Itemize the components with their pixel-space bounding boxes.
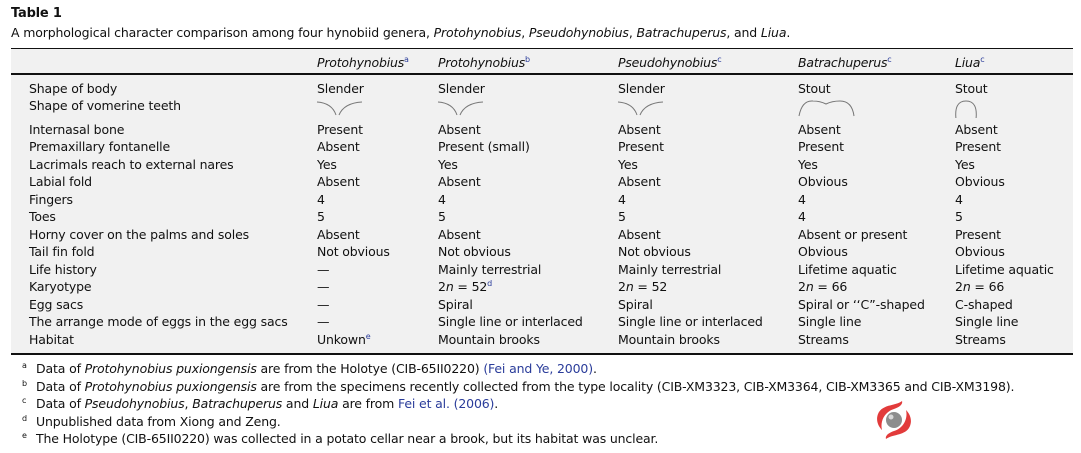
table-cell: 4: [798, 192, 806, 207]
table-cell: 5: [317, 209, 325, 224]
footnote-a: a Data of Protohynobius puxiongensis are from the Holotye (CIB-65II0220) (Fei and Ye, 2000).: [22, 360, 597, 376]
footnote-text: .: [592, 361, 597, 376]
column-header-liua: Liua$^c$: [955, 54, 985, 70]
table-row: [0, 98, 1081, 115]
footnote-ref-b[interactable]: b: [525, 54, 530, 64]
row-label: Habitat: [29, 332, 74, 347]
species-name: Protohynobius puxiongensis: [84, 379, 257, 394]
row-label: Shape of vomerine teeth: [29, 98, 181, 113]
table-cell: Obvious: [955, 244, 1005, 259]
table-cell: 4: [618, 192, 626, 207]
table-cell: Yes: [438, 157, 458, 172]
row-label: Lacrimals reach to external nares: [29, 157, 234, 172]
table-cell: Present (small): [438, 139, 530, 154]
table-row: [0, 297, 1081, 314]
table-cell: Yes: [955, 157, 975, 172]
table-cell: Single line or interlaced: [618, 314, 763, 329]
table-cell: 4: [955, 192, 963, 207]
footnote-text: are from: [338, 396, 398, 411]
table-cell: Present: [317, 122, 363, 137]
footnote-ref-a[interactable]: a: [404, 54, 409, 64]
table-label: Table 1: [11, 6, 62, 21]
table-cell: —: [317, 314, 330, 329]
table-cell: Lifetime aquatic: [798, 262, 897, 277]
species-name: Protohynobius puxiongensis: [84, 361, 257, 376]
footnote-text: and: [282, 396, 313, 411]
table-cell: 5: [438, 209, 446, 224]
species-name: Batrachuperus: [192, 396, 283, 411]
table-cell: Mainly terrestrial: [618, 262, 722, 277]
table-row: [0, 192, 1081, 209]
table-cell: Absent: [618, 227, 661, 242]
table-cell: Lifetime aquatic: [955, 262, 1054, 277]
footnote-ref-d[interactable]: d: [487, 278, 493, 288]
table-cell: —: [317, 297, 330, 312]
footnote-c: c Data of Pseudohynobius, Batrachuperus and Liua are from Fei et al. (2006).: [22, 395, 499, 411]
table-cell: Spiral: [438, 297, 473, 312]
column-header-protohynobius-b: Protohynobius$^b$: [438, 54, 530, 70]
table-cell: 2n = 66: [955, 279, 1005, 294]
footnote-text: Data of: [36, 396, 85, 411]
table-cell: Absent: [955, 122, 998, 137]
table-cell: Stout: [955, 81, 988, 96]
table-top-rule: [11, 48, 1073, 49]
row-label: Horny cover on the palms and soles: [29, 227, 249, 242]
table-cell: Mountain brooks: [438, 332, 540, 347]
table-cell: Present: [955, 139, 1001, 154]
footnote-d: d Unpublished data from Xiong and Zeng.: [22, 413, 281, 429]
table-cell: 4: [438, 192, 446, 207]
table-cell: Present: [798, 139, 844, 154]
row-label: Egg sacs: [29, 297, 84, 312]
footnote-ref-c[interactable]: c: [980, 54, 985, 64]
table-cell: Single line or interlaced: [438, 314, 583, 329]
footnote-text: are from the Holotye (CIB-65II0220): [256, 361, 484, 376]
column-header-batrachuperus: Batrachuperus$^c$: [798, 54, 892, 70]
table-row: [0, 279, 1081, 296]
table-row: [0, 81, 1081, 98]
footnote-text: Data of: [36, 361, 85, 376]
table-cell: Absent: [438, 174, 481, 189]
table-cell: 2n = 66: [798, 279, 848, 294]
footnote-ref-c[interactable]: c: [887, 54, 892, 64]
row-label: Labial fold: [29, 174, 92, 189]
table-cell: C-shaped: [955, 297, 1013, 312]
table-row: [0, 332, 1081, 349]
table-cell: Obvious: [798, 174, 848, 189]
table-cell: —: [317, 262, 330, 277]
row-label: Tail fin fold: [29, 244, 95, 259]
table-cell: Mainly terrestrial: [438, 262, 542, 277]
table-cell: Streams: [798, 332, 849, 347]
table-cell: —: [317, 279, 330, 294]
table-cell: Absent: [317, 227, 360, 242]
table-row: [0, 209, 1081, 226]
column-header-pseudohynobius: Pseudohynobius$^c$: [618, 54, 722, 70]
table-cell: Spiral: [618, 297, 653, 312]
eye-swirl-logo-icon: [872, 398, 916, 442]
vomerine-teeth-v-curve-icon: [315, 98, 367, 118]
table-row: [0, 314, 1081, 331]
table-row: [0, 174, 1081, 191]
species-name: Pseudohynobius: [84, 396, 185, 411]
table-caption: A morphological character comparison among four hynobiid genera, Protohynobius, Pseudohynobius, Batrachuperus, and Liua.: [11, 25, 791, 40]
vomerine-teeth-double-arch-icon: [796, 98, 860, 118]
row-label: Fingers: [29, 192, 73, 207]
row-label: Shape of body: [29, 81, 118, 96]
footnote-text: ,: [184, 396, 193, 411]
table-cell: Absent: [618, 122, 661, 137]
table-header-rule: [11, 73, 1073, 75]
table-cell: Unkown$^e$: [317, 331, 371, 347]
table-cell: Obvious: [798, 244, 848, 259]
table-row: [0, 262, 1081, 279]
table-cell: Yes: [618, 157, 638, 172]
footnote-text: Unpublished data from Xiong and Zeng.: [36, 414, 281, 429]
row-label: Life history: [29, 262, 97, 277]
table-cell: Present: [618, 139, 664, 154]
table-cell: 5: [618, 209, 626, 224]
table-cell: Single line: [798, 314, 862, 329]
table-cell: Present: [955, 227, 1001, 242]
table-cell: Absent or present: [798, 227, 908, 242]
genus-liua: Liua: [760, 25, 787, 40]
table-cell: Slender: [618, 81, 665, 96]
vomerine-teeth-v-curve-icon: [616, 98, 668, 118]
row-label: Internasal bone: [29, 122, 125, 137]
table-cell: Obvious: [955, 174, 1005, 189]
species-name: Liua: [312, 396, 339, 411]
table-cell: Not obvious: [317, 244, 390, 259]
table-cell: Slender: [438, 81, 485, 96]
table-row: [0, 122, 1081, 139]
table-cell: 2n = 52: [618, 279, 668, 294]
table-row: [0, 244, 1081, 261]
footnote-text: Data of: [36, 379, 85, 394]
citation-link[interactable]: Fei et al. (2006): [397, 396, 495, 411]
table-cell: Not obvious: [438, 244, 511, 259]
table-cell: 4: [317, 192, 325, 207]
table-cell: Streams: [955, 332, 1006, 347]
citation-link[interactable]: (Fei and Ye, 2000): [483, 361, 593, 376]
row-label: Premaxillary fontanelle: [29, 139, 171, 154]
table-cell: Single line: [955, 314, 1019, 329]
table-cell: Yes: [317, 157, 337, 172]
table-cell: Not obvious: [618, 244, 691, 259]
footnote-ref-e[interactable]: e: [365, 331, 371, 341]
genus-pseudohynobius: Pseudohynobius: [528, 25, 629, 40]
table-cell: Absent: [317, 139, 360, 154]
table-row: [0, 157, 1081, 174]
table-cell: Absent: [317, 174, 360, 189]
genus-protohynobius: Protohynobius: [433, 25, 522, 40]
table-cell: Mountain brooks: [618, 332, 720, 347]
footnote-e: e The Holotype (CIB-65II0220) was collected in a potato cellar near a brook, but its habitat was unclear.: [22, 430, 659, 446]
table-cell: $2n = 52^d$: [438, 278, 493, 294]
table-cell: Slender: [317, 81, 364, 96]
row-label: Toes: [29, 209, 56, 224]
column-header-protohynobius-a: Protohynobius$^a$: [317, 54, 409, 70]
table-cell: Absent: [618, 174, 661, 189]
table-cell: 4: [798, 209, 806, 224]
table-cell: Absent: [438, 227, 481, 242]
footnote-text: .: [494, 396, 499, 411]
row-label: Karyotype: [29, 279, 92, 294]
footnote-b: b Data of Protohynobius puxiongensis are from the specimens recently collected from the type locality (CIB-XM3323, CIB-XM3364, CIB-XM3365 and CIB-XM3198).: [22, 378, 1015, 394]
table-cell: Absent: [798, 122, 841, 137]
genus-batrachuperus: Batrachuperus: [636, 25, 727, 40]
vomerine-teeth-v-curve-icon: [436, 98, 488, 118]
vomerine-teeth-single-arch-icon: [953, 98, 983, 118]
table-row: [0, 227, 1081, 244]
table-cell: Absent: [438, 122, 481, 137]
footnote-text: The Holotype (CIB-65II0220) was collected in a potato cellar near a brook, but its habitat was unclear.: [36, 431, 659, 446]
table-cell: Spiral or ‘‘C”-shaped: [798, 297, 925, 312]
table-cell: Stout: [798, 81, 831, 96]
table-bottom-rule: [11, 353, 1073, 355]
table-row: [0, 139, 1081, 156]
table-cell: 5: [955, 209, 963, 224]
table-cell: Yes: [798, 157, 818, 172]
footnote-text: are from the specimens recently collected from the type locality (CIB-XM3323, CIB-XM3364, CIB-XM3365 and CIB-XM3198).: [256, 379, 1015, 394]
footnote-ref-c[interactable]: c: [717, 54, 722, 64]
row-label: The arrange mode of eggs in the egg sacs: [29, 314, 288, 329]
